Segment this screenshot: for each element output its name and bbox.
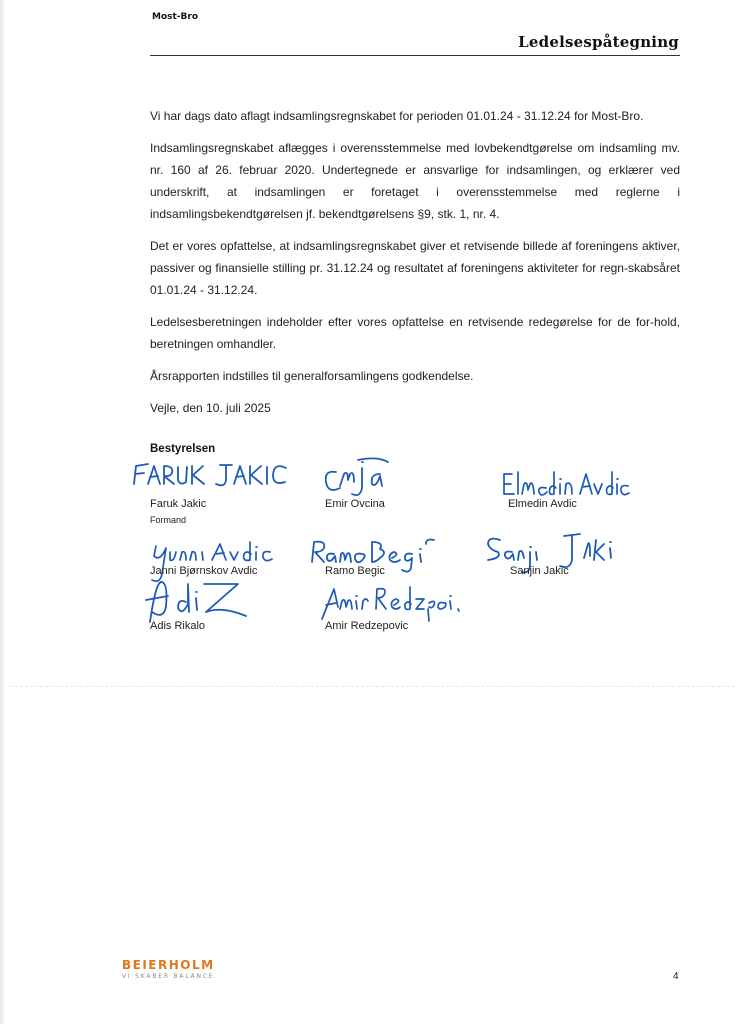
signature-elmedin-avdic	[500, 466, 630, 502]
signature-adis-rikalo	[142, 576, 252, 626]
signer-name: Elmedin Avdic	[508, 498, 577, 510]
statement-body	[150, 105, 680, 429]
signer-role: Formand	[150, 515, 187, 525]
signature-emir-ovcina	[318, 452, 398, 502]
board-heading: Bestyrelsen	[150, 443, 216, 455]
paragraph-opinion: Det er vores opfattelse, at indsamlingsregnskabet giver et retvisende billede af foreningens aktiver, passiver og finansielle stilling pr. 31.12.24 og resultatet af foreningens aktiviteter for regn-skabsåret 01.01.24 - 31.12.24.	[150, 239, 680, 297]
signer-name: Sanjin Jakic	[510, 565, 569, 577]
paragraph-approval: Årsrapporten indstilles til generalforsamlingens godkendelse.	[150, 369, 474, 383]
org-header: Most-Bro	[152, 12, 199, 22]
page-title: Ledelsespåtegning	[518, 33, 679, 51]
page-number: 4	[673, 971, 679, 982]
paragraph-period: Vi har dags dato aflagt indsamlingsregnskabet for perioden 01.01.24 - 31.12.24 for Most-Bro.	[150, 109, 644, 123]
signer-name: Adis Rikalo	[150, 620, 206, 632]
signer-name: Amir Redzepovic	[325, 620, 409, 632]
page-break-line	[10, 686, 735, 687]
paragraph-compliance: Indsamlingsregnskabet aflægges i overensstemmelse med lovbekendtgørelse om indsamling mv. nr. 160 af 26. februar 2020. Undertegnede er ansvarlige for indsamlingen, og erklærer ved underskrift, at indsamlingen er foretaget i overensstemmelse med reglerne i indsamlingsbekendtgørelsen jf. bekendtgørelsens §9, stk. 1, nr. 4.	[150, 141, 680, 221]
header-divider	[150, 55, 680, 56]
signer-name: Faruk Jakic	[150, 498, 207, 510]
brand-name: BEIERHOLM	[122, 958, 215, 972]
beierholm-logo	[122, 958, 215, 980]
paragraph-management-report: Ledelsesberetningen indeholder efter vores opfattelse en retvisende redegørelse for de for-hold, beretningen omhandler.	[150, 315, 680, 351]
place-date: Vejle, den 10. juli 2025	[150, 401, 271, 415]
signature-amir-redzepovic	[320, 583, 460, 623]
signature-faruk-jakic	[128, 458, 288, 498]
signer-name: Emir Ovcina	[325, 498, 385, 510]
signer-name: Ramo Begic	[325, 565, 385, 577]
brand-tagline: VI SKABER BALANCE	[122, 973, 215, 980]
signer-name: Janni Bjørnskov Avdic	[150, 565, 258, 577]
page-edge-shadow	[0, 0, 6, 1024]
